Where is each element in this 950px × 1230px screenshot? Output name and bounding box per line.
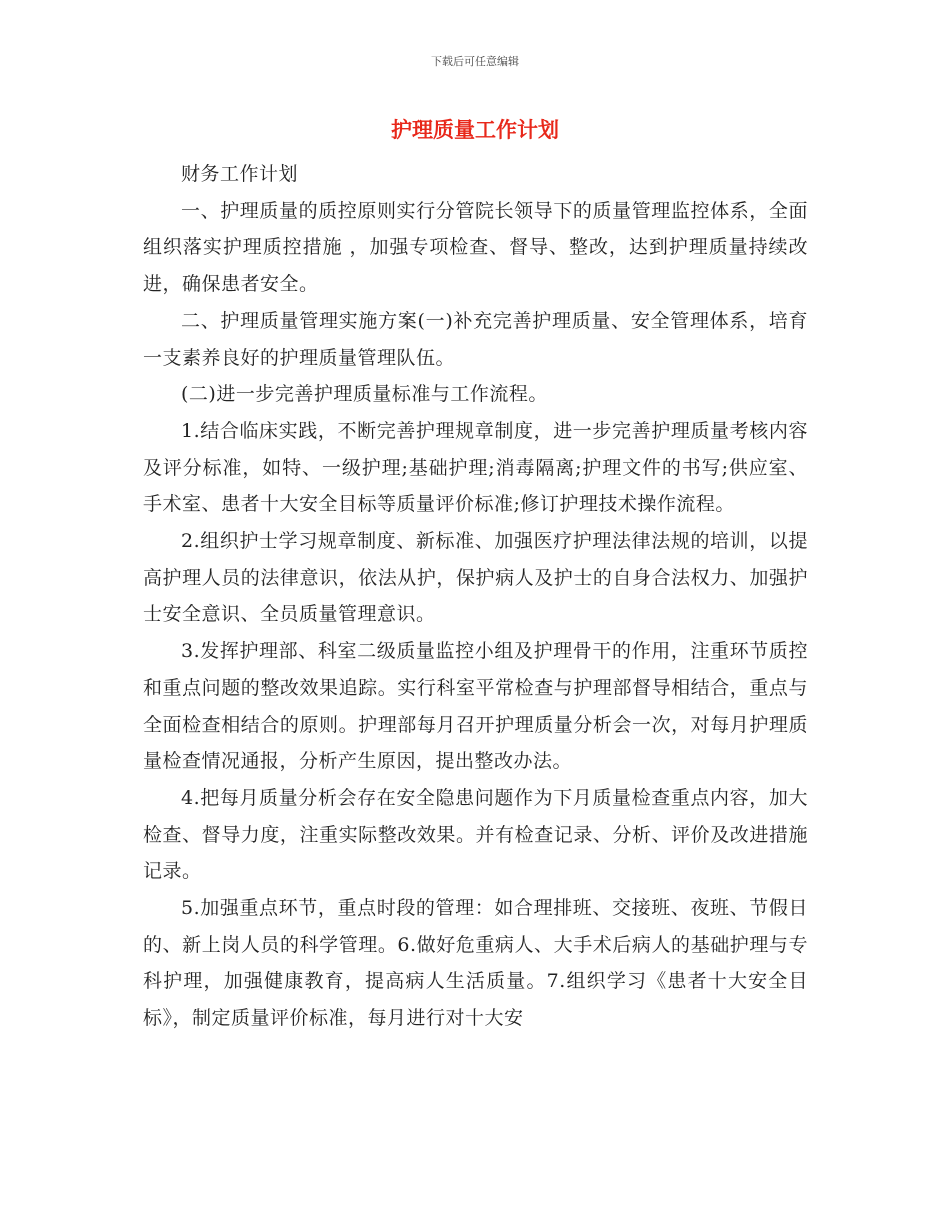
paragraph-7: 4.把每月质量分析会存在安全隐患问题作为下月质量检查重点内容，加大检查、督导力度，注重实际整改效果。并有检查记录、分析、评价及改进措施记录。 (143, 786, 808, 883)
paragraph-6: 3.发挥护理部、科室二级质量监控小组及护理骨干的作用，注重环节质控和重点问题的整改效果追踪。实行科室平常检查与护理部督导相结合，重点与全面检查相结合的原则。护理部每月召开护理质量分析会一次，对每月护理质量检查情况通报，分析产生原因，提出整改办法。 (143, 640, 808, 773)
document-title: 护理质量工作计划 (391, 118, 559, 142)
header-note: 下载后可任意编辑 (431, 55, 519, 68)
paragraph-subtitle: 财务工作计划 (181, 163, 299, 185)
paragraph-3: (二)进一步完善护理质量标准与工作流程。 (181, 383, 548, 406)
document-body (143, 156, 808, 1037)
paragraph-2: 二、护理质量管理实施方案(一)补充完善护理质量、安全管理体系，培育一支素养良好的护理质量管理队伍。 (143, 309, 808, 369)
paragraph-4: 1.结合临床实践，不断完善护理规章制度，进一步完善护理质量考核内容及评分标准，如特、一级护理;基础护理;消毒隔离;护理文件的书写;供应室、手术室、患者十大安全目标等质量评价标准;修订护理技术操作流程。 (143, 419, 808, 516)
paragraph-8: 5.加强重点环节，重点时段的管理：如合理排班、交接班、夜班、节假日的、新上岗人员的科学管理。6.做好危重病人、大手术后病人的基础护理与专科护理，加强健康教育，提高病人生活质量。7.组织学习《患者十大安全目标》，制定质量评价标准，每月进行对十大安 (143, 897, 808, 1030)
paragraph-5: 2.组织护士学习规章制度、新标准、加强医疗护理法律法规的培训，以提高护理人员的法律意识，依法从护，保护病人及护士的自身合法权力、加强护士安全意识、全员质量管理意识。 (143, 530, 808, 626)
paragraph-1: 一、护理质量的质控原则实行分管院长领导下的质量管理监控体系，全面组织落实护理质控措施 ，加强专项检查、督导、整改，达到护理质量持续改进，确保患者安全。 (143, 199, 808, 296)
